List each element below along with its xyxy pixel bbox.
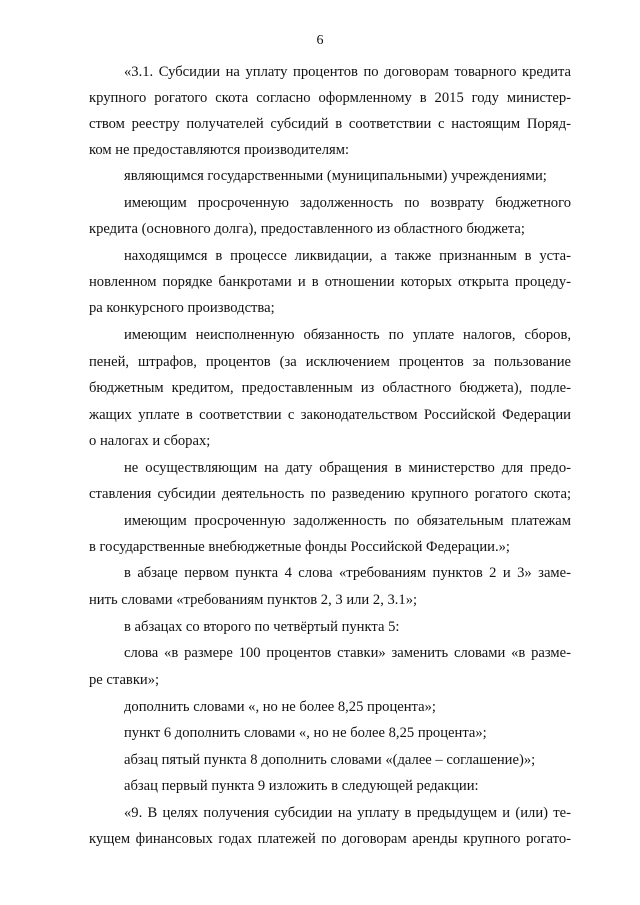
text-line: находящимся в процессе ликвидации, а также признанным в уста- — [124, 248, 571, 264]
text-line: в государственные внебюджетные фонды Российской Федерации.»; — [89, 539, 510, 555]
text-line: не осуществляющим на дату обращения в министерство для предо- — [124, 460, 571, 476]
text-line: ра конкурсного производства; — [89, 300, 275, 316]
text-line: имеющим просроченную задолженность по обязательным платежам — [124, 513, 571, 529]
text-line: «3.1. Субсидии на уплату процентов по договорам товарного кредита — [124, 64, 571, 80]
text-line: ре ставки»; — [89, 672, 160, 688]
text-line: в абзаце первом пункта 4 слова «требованиям пунктов 2 и 3» заме- — [124, 565, 571, 581]
text-line: пеней, штрафов, процентов (за исключением процентов за пользование — [89, 354, 571, 370]
page-number: 6 — [316, 33, 324, 48]
text-line: ставления субсидии деятельность по разведению крупного рогатого скота; — [89, 486, 571, 502]
text-line: нить словами «требованиям пунктов 2, 3 или 2, 3.1»; — [89, 592, 418, 608]
text-line: ком не предоставляются производителям: — [89, 142, 349, 158]
text-line: ством реестру получателей субсидий в соответствии с настоящим Поряд- — [89, 116, 571, 132]
text-line: имеющим просроченную задолженность по возврату бюджетного — [124, 195, 571, 211]
text-line: кущем финансовых годах платежей по договорам аренды крупного рогато- — [89, 831, 571, 847]
text-line: пункт 6 дополнить словами «, но не более 8,25 процента»; — [124, 725, 487, 741]
text-line: крупного рогатого скота согласно оформленному в 2015 году министер- — [89, 90, 571, 106]
text-line: абзац первый пункта 9 изложить в следующей редакции: — [124, 778, 479, 794]
text-line: о налогах и сборах; — [89, 433, 211, 449]
text-line: жащих уплате в соответствии с законодательством Российской Федерации — [89, 407, 571, 423]
text-line: кредита (основного долга), предоставленного из областного бюджета; — [89, 221, 525, 237]
text-line: в абзацах со второго по четвёртый пункта 5: — [124, 619, 400, 635]
text-line: имеющим неисполненную обязанность по уплате налогов, сборов, — [124, 327, 571, 343]
text-line: абзац пятый пункта 8 дополнить словами «(далее – соглашение)»; — [124, 752, 536, 768]
text-line: «9. В целях получения субсидии на уплату в предыдущем и (или) те- — [124, 805, 571, 821]
text-line: бюджетным кредитом, предоставленным из областного бюджета), подле- — [89, 380, 571, 396]
text-line: слова «в размере 100 процентов ставки» заменить словами «в разме- — [124, 645, 571, 661]
text-line: новленном порядке банкротами и в отношении которых открыта процеду- — [89, 274, 571, 290]
text-line: дополнить словами «, но не более 8,25 процента»; — [124, 699, 436, 715]
text-line: являющимся государственными (муниципальными) учреждениями; — [124, 168, 547, 184]
